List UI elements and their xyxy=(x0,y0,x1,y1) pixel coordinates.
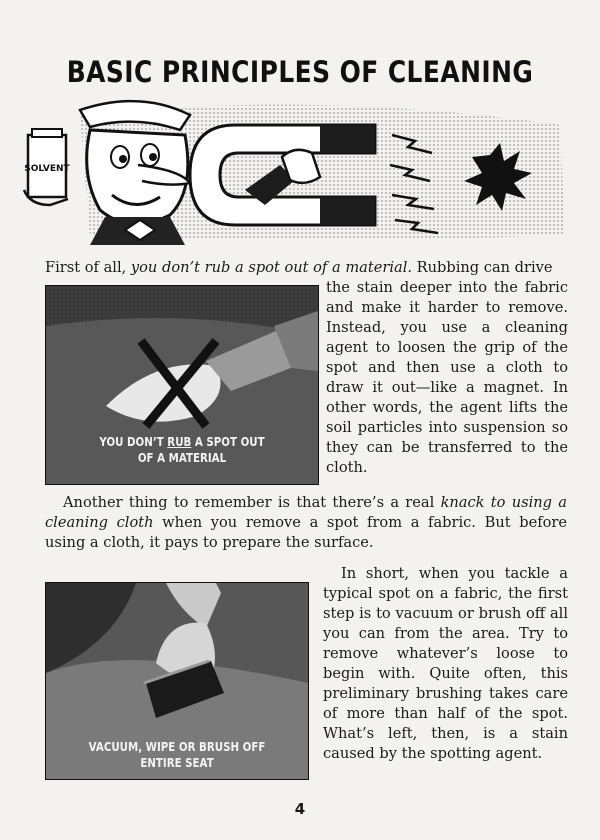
caption-line-2: ENTIRE SEAT xyxy=(140,755,214,770)
intro-text: First of all, xyxy=(45,259,131,276)
magnet-cartoon-illustration xyxy=(20,95,575,260)
paragraph-magnet-analogy: the stain deeper into the fabric and make it harder to remove. Instead, you use a cleaning agent to loosen the grip of the spot and then use a cloth to draw it out—like a magnet. In other words, the agent lifts the soil particles into suspension so they can be transferred to the cloth. xyxy=(326,279,568,476)
photo-rubbing-spot xyxy=(45,285,319,485)
solvent-can-label: SOLVENT xyxy=(24,164,70,174)
caption-line-2: OF A MATERIAL xyxy=(137,450,227,465)
caption-text-end: A SPOT OUT xyxy=(191,434,265,449)
paragraph-cleaning-cloth xyxy=(45,493,567,553)
caption-underlined-text: RUB xyxy=(167,434,192,449)
intro-text-rest: Rubbing can drive xyxy=(412,259,553,276)
intro-italic-text: you don’t rub a spot out of a material. xyxy=(130,259,413,276)
paragraph-first-step: In short, when you tackle a typical spot on a fabric, the first step is to vacuum or brush off all you can from the area. Try to remove whatever’s loose to begin with. Quite often, this preliminary brushing takes care of more than half of the spot. What’s left, then, is a stain caused by the spotting agent. xyxy=(323,565,568,762)
photo-brushing-seat xyxy=(45,582,309,780)
cloth-text-rest: when you remove a spot from a fabric. But before using a cloth, it pays to prepare the surface. xyxy=(45,514,568,551)
page-title: BASIC PRINCIPLES OF CLEANING xyxy=(66,55,534,89)
paragraph-intro xyxy=(45,258,567,278)
page-number: 4 xyxy=(294,800,306,818)
caption-line-1: VACUUM, WIPE OR BRUSH OFF xyxy=(88,739,266,754)
photo-brushing-seat-caption xyxy=(70,739,285,771)
cloth-italic-text: knack to using a cleaning cloth xyxy=(45,494,567,531)
caption-text: YOU DON’T xyxy=(99,434,168,449)
solvent-can-icon xyxy=(24,129,71,205)
cloth-text: Another thing to remember is that there’s a real xyxy=(63,494,441,511)
photo-rubbing-spot-caption xyxy=(70,434,293,466)
